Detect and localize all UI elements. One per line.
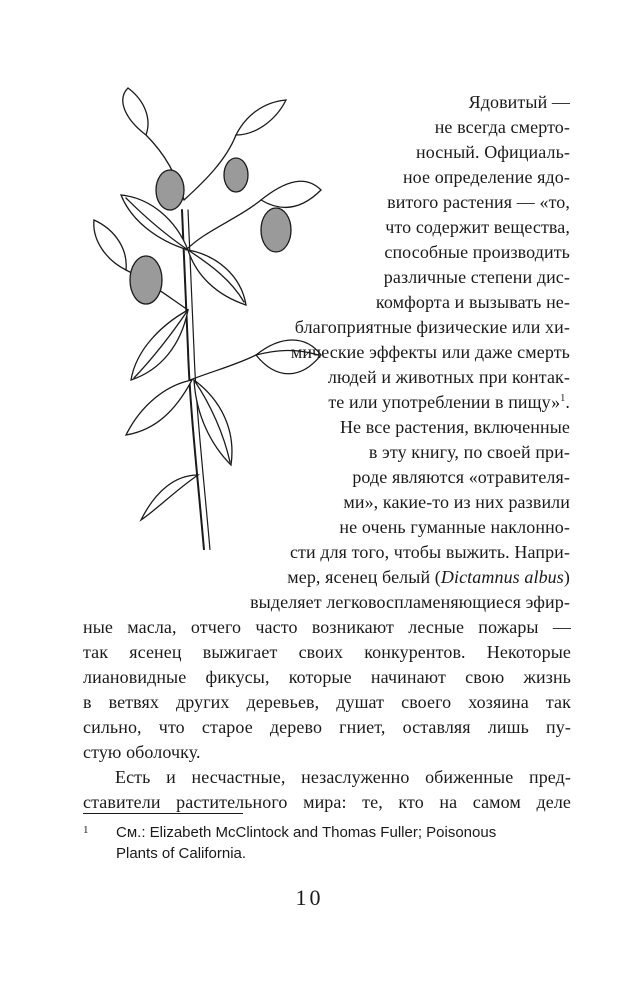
body-line: ставители растительного мира: те, кто на самом деле xyxy=(83,792,571,812)
body-line: комфорта и вызывать не- xyxy=(375,292,570,312)
body-line: благоприятные физические или хи- xyxy=(294,317,570,337)
body-line-text: те или употреблении в пищу» xyxy=(328,392,561,412)
body-line: Есть и несчастные, незаслуженно обиженные пред- xyxy=(115,767,571,787)
body-line: в эту книгу, по своей при- xyxy=(368,442,570,462)
body-line: не всегда смерто- xyxy=(434,117,570,137)
body-line: витого растения — «то, xyxy=(387,192,570,212)
latin-name: Dictamnus albus xyxy=(440,567,564,587)
page-number: 10 xyxy=(295,885,324,910)
body-line: ми», какие-то из них развили xyxy=(343,492,570,512)
footnote-line: Plants of California. xyxy=(116,845,247,862)
body-line: роде являются «отравителя- xyxy=(352,467,570,487)
footnote-line: См.: Elizabeth McClintock and Thomas Fuller; Poisonous xyxy=(116,824,497,841)
plant-illustration xyxy=(86,80,326,550)
footnote-reference[interactable]: 1 xyxy=(560,393,566,404)
body-line: стую оболочку. xyxy=(83,742,201,762)
body-line: способные производить xyxy=(384,242,570,262)
body-line: ные масла, отчего часто возникают лесные пожары — xyxy=(83,617,571,637)
body-line: не очень гуманные наклонно- xyxy=(339,517,570,537)
body-line: носный. Официаль- xyxy=(415,142,570,162)
body-line xyxy=(287,565,570,590)
body-line: выделяет легковоспламеняющиеся эфир- xyxy=(250,592,570,612)
body-line: те или употреблении в пищу»$^1$. xyxy=(328,392,570,412)
body-line-text: мер, ясенец белый ( xyxy=(287,567,441,587)
body-line: что содержит вещества, xyxy=(385,217,570,237)
body-line: мические эффекты или даже смерть xyxy=(290,342,570,362)
body-line: сильно, что старое дерево гниет, оставляя лишь пу- xyxy=(83,717,571,737)
body-line: Ядовитый — xyxy=(468,92,570,112)
footnote-number: 1 xyxy=(83,824,89,836)
body-line: лиановидные фикусы, которые начинают свою жизнь xyxy=(83,667,571,687)
body-line: сти для того, чтобы выжить. Напри- xyxy=(289,542,570,562)
body-line-text: ) xyxy=(563,567,570,587)
body-line: так ясенец выжигает своих конкурентов. Некоторые xyxy=(83,642,571,662)
body-line: в ветвях других деревьев, душат своего хозяина так xyxy=(83,692,571,712)
body-line: Не все растения, включенные xyxy=(339,417,570,437)
body-line: людей и животных при контак- xyxy=(327,367,570,387)
body-line: ное определение ядо- xyxy=(402,167,570,187)
footnote-rule xyxy=(83,813,243,814)
body-line: различные степени дис- xyxy=(383,267,570,287)
